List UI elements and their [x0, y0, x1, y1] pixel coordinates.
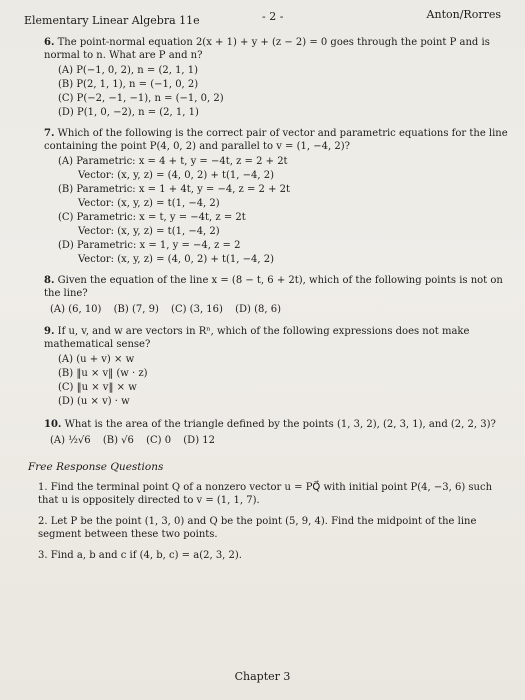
option-c: (C) Parametric: x = t, y = −4t, z = 2t Vector: (x, y, z) = t(1, −4, 2)	[58, 212, 246, 237]
option-d: (D) (8, 6)	[235, 304, 282, 315]
question-10	[44, 418, 511, 447]
option-d: (D) 12	[183, 435, 216, 446]
option-b: (B) ‖u × v‖ (w · z)	[58, 368, 148, 379]
chapter-footer: Chapter 3	[234, 670, 291, 683]
option-d: (D) (u × v) · w	[58, 396, 130, 407]
option-b: (B) (7, 9)	[113, 304, 159, 315]
authors: Anton/Rorres	[426, 8, 501, 21]
option-b: (B) √6	[102, 435, 134, 446]
option-d: (D) Parametric: x = 1, y = −4, z = 2 Vector: (x, y, z) = (4, 0, 2) + t(1, −4, 2)	[58, 240, 275, 265]
option-c: (C) 0	[146, 435, 172, 446]
option-b: (B) P(2, 1, 1), n = (−1, 0, 2)	[58, 79, 199, 90]
option-a: (A) (u + v) × w	[58, 354, 135, 365]
option-c: (C) ‖u × v‖ × w	[58, 382, 137, 393]
question-stem: If u, v, and w are vectors in Rⁿ, which of the following expressions does not make mathematical sense?	[44, 326, 470, 350]
free-response-1: 1. Find the terminal point Q of a nonzero vector u = PQ⃗ with initial point P(4, −3, 6) such that u is oppositely directed to v = (1, 1, 7).	[38, 482, 493, 506]
question-list	[0, 36, 525, 562]
question-6	[44, 36, 511, 120]
question-number: 10.	[44, 419, 62, 430]
question-9	[44, 325, 511, 409]
option-c: (C) (3, 16)	[171, 304, 223, 315]
page-number: - 2 -	[262, 10, 284, 23]
question-8	[44, 274, 511, 316]
question-stem: What is the area of the triangle defined by the points (1, 3, 2), (2, 3, 1), and (2, 2, 3)?	[64, 419, 496, 430]
question-number: 8.	[44, 275, 55, 286]
answer-options	[58, 64, 511, 120]
question-number: 6.	[44, 37, 55, 48]
option-a: (A) (6, 10)	[50, 304, 102, 315]
option-a: (A) P(−1, 0, 2), n = (2, 1, 1)	[58, 65, 199, 76]
book-title: Elementary Linear Algebra 11e	[24, 14, 200, 27]
option-a: (A) Parametric: x = 4 + t, y = −4t, z = 2 + 2t Vector: (x, y, z) = (4, 0, 2) + t(1, −4, 2)	[58, 156, 288, 181]
question-stem: Which of the following is the correct pair of vector and parametric equations for the line containing the point P(4, 0, 2) and parallel to v = (1, −4, 2)?	[44, 128, 508, 152]
question-stem: Given the equation of the line x = (8 − t, 6 + 2t), which of the following points is not on the line?	[44, 275, 503, 299]
answer-options	[58, 353, 511, 409]
question-stem: The point-normal equation 2(x + 1) + y + (z − 2) = 0 goes through the point P and is normal to n. What are P and n?	[44, 37, 490, 61]
option-c: (C) P(−2, −1, −1), n = (−1, 0, 2)	[58, 93, 224, 104]
option-a: (A) ½√6	[50, 435, 91, 446]
free-response-3: 3. Find a, b and c if (4, b, c) = a(2, 3, 2).	[38, 550, 242, 561]
question-7	[44, 127, 511, 267]
question-number: 7.	[44, 128, 55, 139]
question-number: 9.	[44, 326, 55, 337]
free-response-title: Free Response Questions	[28, 461, 164, 473]
page-header	[24, 8, 501, 26]
free-response-2: 2. Let P be the point (1, 3, 0) and Q be the point (5, 9, 4). Find the midpoint of the line segment between these two points.	[38, 516, 477, 540]
option-d: (D) P(1, 0, −2), n = (2, 1, 1)	[58, 107, 199, 118]
answer-options	[50, 434, 511, 447]
answer-options	[58, 155, 511, 267]
answer-options	[50, 303, 511, 316]
option-b: (B) Parametric: x = 1 + 4t, y = −4, z = 2 + 2t Vector: (x, y, z) = t(1, −4, 2)	[58, 184, 291, 209]
